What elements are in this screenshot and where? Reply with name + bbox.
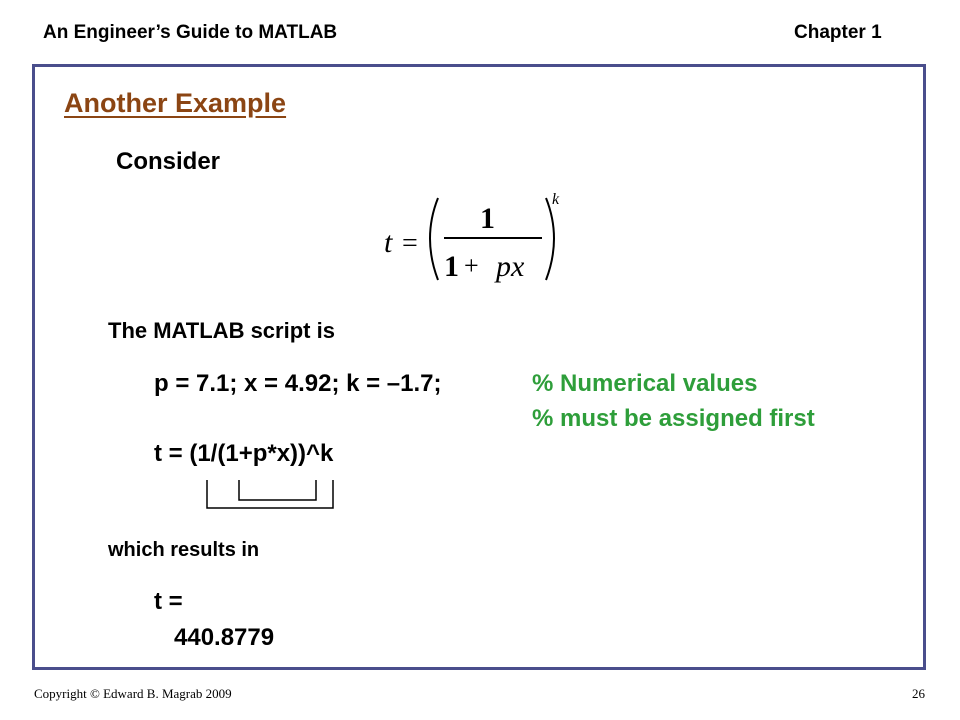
- eq-lhs: t: [384, 226, 393, 259]
- comment-line-2: % must be assigned first: [532, 405, 815, 432]
- inner-bracket: [239, 480, 316, 500]
- result-value: 440.8779: [174, 624, 275, 651]
- header-chapter: Chapter 1: [794, 22, 882, 43]
- left-paren: [430, 198, 438, 280]
- eq-equals: =: [402, 228, 418, 259]
- footer-page-number: 26: [912, 686, 925, 701]
- equation: [378, 188, 578, 288]
- result-label: t =: [154, 588, 183, 615]
- eq-den-one: 1: [444, 250, 459, 283]
- code-line-2: t = (1/(1+p*x))^k: [154, 440, 334, 467]
- results-intro: which results in: [108, 539, 260, 561]
- consider-text: Consider: [116, 148, 221, 175]
- comment-line-1: % Numerical values: [532, 370, 758, 397]
- eq-plus: +: [464, 251, 479, 280]
- right-paren: [546, 198, 554, 280]
- footer-copyright: Copyright © Edward B. Magrab 2009: [34, 686, 232, 701]
- eq-exponent: k: [552, 191, 560, 208]
- script-intro: The MATLAB script is: [108, 318, 335, 343]
- evaluation-brackets: [200, 474, 340, 514]
- code-line-1: p = 7.1; x = 4.92; k = –1.7;: [154, 370, 442, 397]
- slide-title: Another Example: [64, 88, 287, 118]
- header-title: An Engineer’s Guide to MATLAB: [43, 22, 338, 43]
- outer-bracket: [207, 480, 333, 508]
- eq-den-var: px: [496, 250, 525, 283]
- eq-numerator: 1: [480, 202, 495, 235]
